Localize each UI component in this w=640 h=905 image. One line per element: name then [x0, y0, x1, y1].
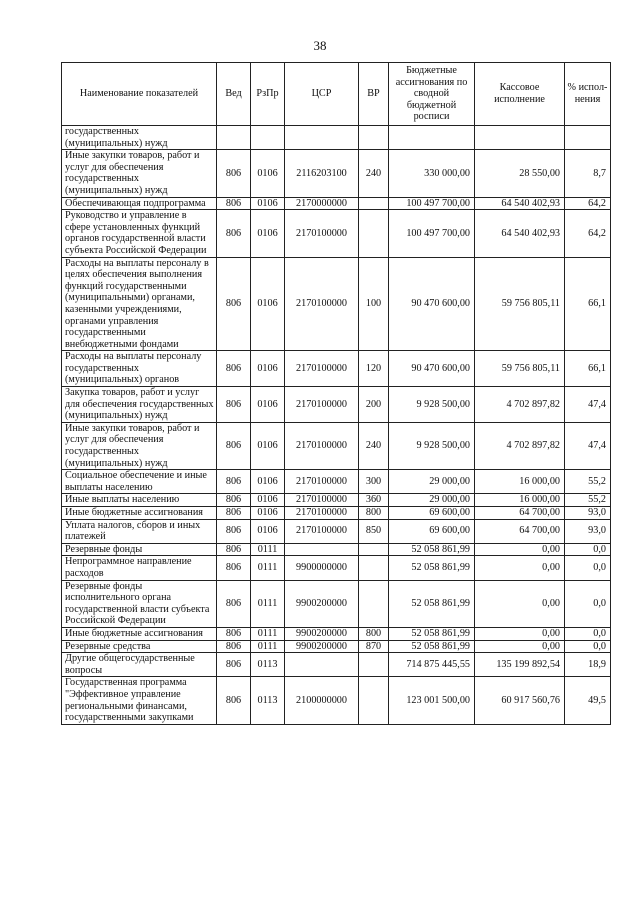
cell-kass: 0,00 — [475, 556, 565, 580]
cell-csr: 2170000000 — [285, 197, 359, 210]
cell-ved: 806 — [217, 556, 251, 580]
cell-vr — [359, 543, 389, 556]
cell-ved: 806 — [217, 627, 251, 640]
cell-name: Резервные фонды — [62, 543, 217, 556]
cell-vr — [359, 653, 389, 677]
cell-csr: 9900200000 — [285, 580, 359, 627]
table-row — [62, 494, 611, 507]
cell-name: Государственная программа "Эффективное управление региональными финансами, государственными закупками — [62, 677, 217, 724]
cell-name: Социальное обеспечение и иные выплаты населению — [62, 470, 217, 494]
cell-ved: 806 — [217, 580, 251, 627]
cell-rzpr: 0111 — [251, 580, 285, 627]
cell-vr: 200 — [359, 387, 389, 423]
cell-kass: 16 000,00 — [475, 494, 565, 507]
table-body — [62, 126, 611, 725]
cell-name: Закупка товаров, работ и услуг для обеспечения государственных (муниципальных) нужд — [62, 387, 217, 423]
cell-ved: 806 — [217, 422, 251, 469]
cell-kass — [475, 126, 565, 150]
table-row — [62, 422, 611, 469]
cell-csr: 2116203100 — [285, 150, 359, 197]
table-row — [62, 387, 611, 423]
table-row — [62, 507, 611, 520]
cell-name: Расходы на выплаты персоналу в целях обеспечения выполнения функций государственными (муниципальными) органами, казенными учреждениями, органами управления государственными внебюджетными фондами — [62, 257, 217, 351]
cell-pct: 55,2 — [565, 494, 611, 507]
cell-name: Иные закупки товаров, работ и услуг для обеспечения государственных (муниципальных) нужд — [62, 150, 217, 197]
cell-pct: 0,0 — [565, 640, 611, 653]
budget-table — [61, 62, 611, 725]
cell-ved: 806 — [217, 387, 251, 423]
cell-rzpr: 0111 — [251, 640, 285, 653]
cell-assign: 52 058 861,99 — [389, 580, 475, 627]
cell-csr: 9900000000 — [285, 556, 359, 580]
cell-kass: 0,00 — [475, 627, 565, 640]
cell-name: Обеспечивающая подпрограмма — [62, 197, 217, 210]
cell-assign: 52 058 861,99 — [389, 543, 475, 556]
cell-ved: 806 — [217, 257, 251, 351]
cell-assign: 714 875 445,55 — [389, 653, 475, 677]
table-row — [62, 257, 611, 351]
cell-rzpr: 0113 — [251, 677, 285, 724]
cell-rzpr — [251, 126, 285, 150]
cell-kass: 0,00 — [475, 640, 565, 653]
cell-pct: 49,5 — [565, 677, 611, 724]
table-row — [62, 543, 611, 556]
table-row — [62, 653, 611, 677]
cell-assign: 9 928 500,00 — [389, 422, 475, 469]
cell-rzpr: 0106 — [251, 507, 285, 520]
cell-vr: 800 — [359, 627, 389, 640]
cell-rzpr: 0106 — [251, 210, 285, 257]
table-row — [62, 210, 611, 257]
header-pct: % испол-нения — [565, 63, 611, 126]
header-vr: ВР — [359, 63, 389, 126]
cell-assign: 52 058 861,99 — [389, 627, 475, 640]
cell-pct: 8,7 — [565, 150, 611, 197]
cell-name: Уплата налогов, сборов и иных платежей — [62, 519, 217, 543]
cell-csr: 2170100000 — [285, 351, 359, 387]
cell-vr: 800 — [359, 507, 389, 520]
cell-vr — [359, 210, 389, 257]
cell-ved — [217, 126, 251, 150]
cell-pct: 0,0 — [565, 627, 611, 640]
cell-kass: 4 702 897,82 — [475, 387, 565, 423]
cell-pct: 55,2 — [565, 470, 611, 494]
cell-rzpr: 0106 — [251, 422, 285, 469]
cell-vr: 300 — [359, 470, 389, 494]
cell-assign: 330 000,00 — [389, 150, 475, 197]
table-row — [62, 126, 611, 150]
header-assign: Бюджетные ассигнования по сводной бюджетной росписи — [389, 63, 475, 126]
table-row — [62, 580, 611, 627]
cell-kass: 64 540 402,93 — [475, 210, 565, 257]
cell-csr — [285, 543, 359, 556]
cell-pct: 47,4 — [565, 387, 611, 423]
header-rzpr: РзПр — [251, 63, 285, 126]
cell-name: Руководство и управление в сфере установленных функций органов государственной власти субъекта Российской Федерации — [62, 210, 217, 257]
cell-pct: 18,9 — [565, 653, 611, 677]
cell-vr: 240 — [359, 150, 389, 197]
cell-name: Резервные фонды исполнительного органа государственной власти субъекта Российской Федерации — [62, 580, 217, 627]
cell-rzpr: 0113 — [251, 653, 285, 677]
header-csr: ЦСР — [285, 63, 359, 126]
table-row — [62, 627, 611, 640]
cell-ved: 806 — [217, 470, 251, 494]
cell-kass: 64 700,00 — [475, 507, 565, 520]
cell-kass: 59 756 805,11 — [475, 257, 565, 351]
cell-rzpr: 0106 — [251, 470, 285, 494]
cell-ved: 806 — [217, 519, 251, 543]
cell-pct: 93,0 — [565, 519, 611, 543]
cell-ved: 806 — [217, 210, 251, 257]
cell-assign: 29 000,00 — [389, 494, 475, 507]
header-name: Наименование показателей — [62, 63, 217, 126]
cell-vr: 870 — [359, 640, 389, 653]
cell-rzpr: 0106 — [251, 150, 285, 197]
table-row — [62, 677, 611, 724]
cell-csr: 2100000000 — [285, 677, 359, 724]
cell-vr — [359, 197, 389, 210]
table-row — [62, 470, 611, 494]
cell-vr — [359, 556, 389, 580]
cell-rzpr: 0111 — [251, 556, 285, 580]
cell-pct: 47,4 — [565, 422, 611, 469]
cell-assign: 52 058 861,99 — [389, 556, 475, 580]
cell-csr: 2170100000 — [285, 387, 359, 423]
cell-kass: 28 550,00 — [475, 150, 565, 197]
cell-vr: 240 — [359, 422, 389, 469]
cell-vr: 360 — [359, 494, 389, 507]
cell-ved: 806 — [217, 507, 251, 520]
cell-csr: 2170100000 — [285, 519, 359, 543]
cell-csr: 9900200000 — [285, 627, 359, 640]
cell-kass: 60 917 560,76 — [475, 677, 565, 724]
cell-kass: 0,00 — [475, 543, 565, 556]
cell-pct: 66,1 — [565, 257, 611, 351]
cell-name: Другие общегосударственные вопросы — [62, 653, 217, 677]
cell-assign: 100 497 700,00 — [389, 210, 475, 257]
cell-vr — [359, 677, 389, 724]
cell-pct — [565, 126, 611, 150]
table-row — [62, 351, 611, 387]
cell-ved: 806 — [217, 197, 251, 210]
cell-name: Непрограммное направление расходов — [62, 556, 217, 580]
cell-rzpr: 0106 — [251, 257, 285, 351]
cell-rzpr: 0106 — [251, 519, 285, 543]
cell-name: Расходы на выплаты персоналу государственных (муниципальных) органов — [62, 351, 217, 387]
cell-pct: 64,2 — [565, 197, 611, 210]
cell-pct: 93,0 — [565, 507, 611, 520]
cell-rzpr: 0111 — [251, 627, 285, 640]
cell-assign: 69 600,00 — [389, 519, 475, 543]
cell-vr — [359, 126, 389, 150]
cell-assign: 52 058 861,99 — [389, 640, 475, 653]
cell-vr: 850 — [359, 519, 389, 543]
cell-csr: 2170100000 — [285, 210, 359, 257]
header-ved: Вед — [217, 63, 251, 126]
cell-name: государственных (муниципальных) нужд — [62, 126, 217, 150]
cell-ved: 806 — [217, 543, 251, 556]
cell-ved: 806 — [217, 351, 251, 387]
cell-assign: 69 600,00 — [389, 507, 475, 520]
cell-name: Иные закупки товаров, работ и услуг для обеспечения государственных (муниципальных) нужд — [62, 422, 217, 469]
cell-assign: 123 001 500,00 — [389, 677, 475, 724]
cell-kass: 59 756 805,11 — [475, 351, 565, 387]
cell-vr: 100 — [359, 257, 389, 351]
table-row — [62, 556, 611, 580]
cell-rzpr: 0111 — [251, 543, 285, 556]
cell-name: Иные бюджетные ассигнования — [62, 627, 217, 640]
cell-csr: 2170100000 — [285, 494, 359, 507]
cell-vr — [359, 580, 389, 627]
cell-csr — [285, 653, 359, 677]
cell-ved: 806 — [217, 653, 251, 677]
table-row — [62, 640, 611, 653]
cell-ved: 806 — [217, 150, 251, 197]
cell-assign: 90 470 600,00 — [389, 257, 475, 351]
cell-rzpr: 0106 — [251, 197, 285, 210]
cell-assign: 90 470 600,00 — [389, 351, 475, 387]
cell-csr: 9900200000 — [285, 640, 359, 653]
cell-kass: 135 199 892,54 — [475, 653, 565, 677]
cell-kass: 0,00 — [475, 580, 565, 627]
cell-ved: 806 — [217, 677, 251, 724]
page-number: 38 — [313, 38, 327, 53]
cell-assign: 9 928 500,00 — [389, 387, 475, 423]
cell-pct: 0,0 — [565, 556, 611, 580]
table-row — [62, 150, 611, 197]
cell-pct: 66,1 — [565, 351, 611, 387]
cell-kass: 64 700,00 — [475, 519, 565, 543]
cell-kass: 4 702 897,82 — [475, 422, 565, 469]
cell-csr: 2170100000 — [285, 470, 359, 494]
cell-csr — [285, 126, 359, 150]
header-kass: Кассовое исполнение — [475, 63, 565, 126]
cell-ved: 806 — [217, 494, 251, 507]
cell-csr: 2170100000 — [285, 257, 359, 351]
cell-assign: 29 000,00 — [389, 470, 475, 494]
cell-rzpr: 0106 — [251, 494, 285, 507]
cell-pct: 64,2 — [565, 210, 611, 257]
cell-pct: 0,0 — [565, 580, 611, 627]
cell-name: Иные бюджетные ассигнования — [62, 507, 217, 520]
cell-vr: 120 — [359, 351, 389, 387]
cell-kass: 64 540 402,93 — [475, 197, 565, 210]
cell-name: Резервные средства — [62, 640, 217, 653]
table-header-row — [62, 63, 611, 126]
cell-ved: 806 — [217, 640, 251, 653]
cell-rzpr: 0106 — [251, 351, 285, 387]
cell-pct: 0,0 — [565, 543, 611, 556]
cell-name: Иные выплаты населению — [62, 494, 217, 507]
cell-assign: 100 497 700,00 — [389, 197, 475, 210]
table-row — [62, 519, 611, 543]
cell-csr: 2170100000 — [285, 507, 359, 520]
cell-kass: 16 000,00 — [475, 470, 565, 494]
cell-rzpr: 0106 — [251, 387, 285, 423]
cell-csr: 2170100000 — [285, 422, 359, 469]
cell-assign — [389, 126, 475, 150]
table-row — [62, 197, 611, 210]
